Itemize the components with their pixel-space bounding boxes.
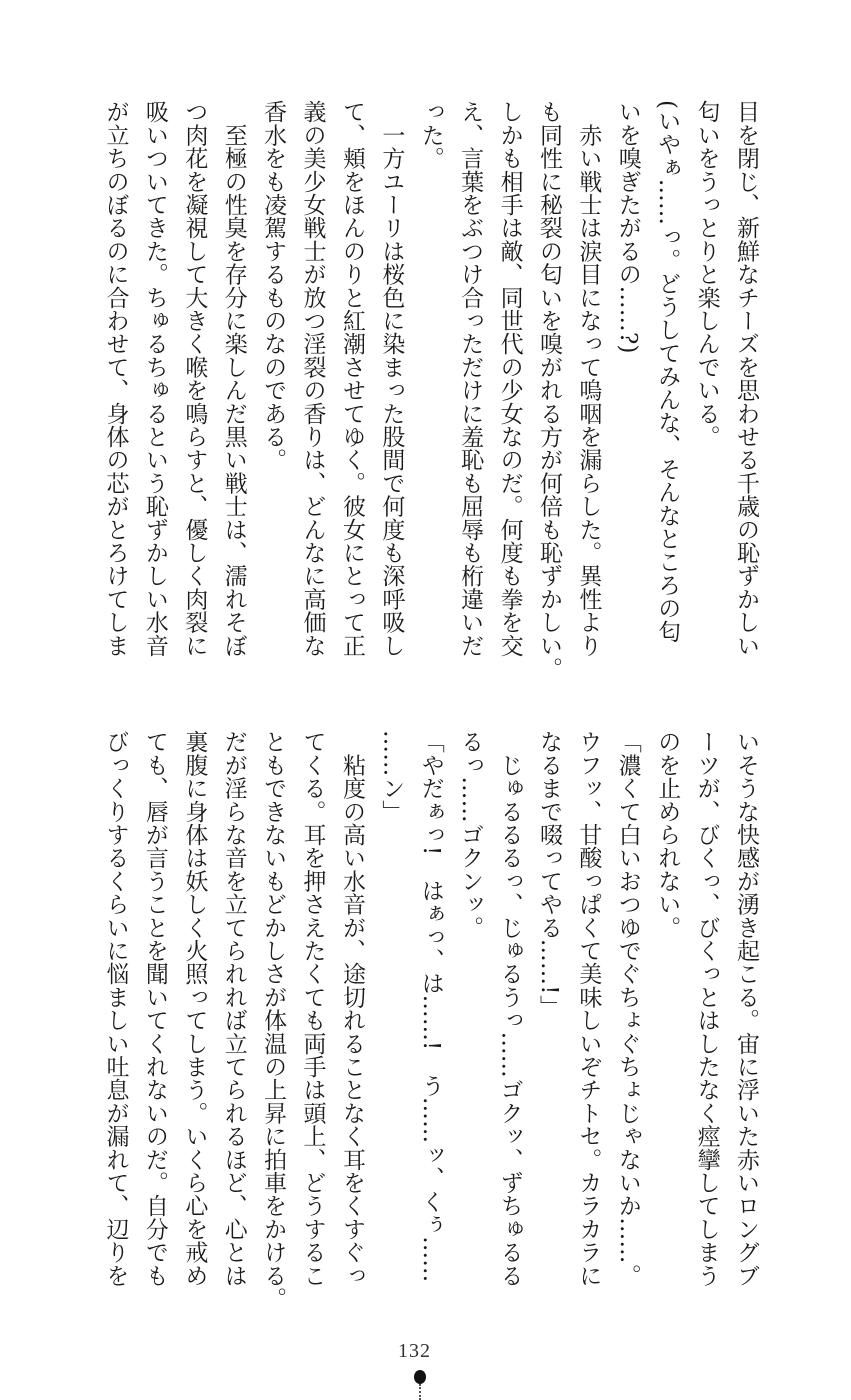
text-line: だが淫らな音を立てられれば立てられるほど、心とは [220, 730, 247, 1287]
text-line: 裏腹に身体は妖しく火照ってしまう。いくら心を戒め [181, 730, 208, 1287]
text-line: いそうな快感が湧き起こる。宙に浮いた赤いロングブ [733, 730, 759, 1287]
text-line: 一方ユーリは桜色に染まった股間で何度も深呼吸し [378, 100, 405, 657]
text-line: のを止められない。 [654, 730, 681, 939]
text-line: しかも相手は敵、同世代の少女なのだ。何度も拳を交 [496, 100, 523, 657]
text-line: ウフッ、甘酸っぱくて美味しいぞチトセ。カラカラに [575, 730, 602, 1287]
text-line: なるまで啜ってやる……!」 [535, 730, 562, 1018]
text-line: てくる。耳を押さえたくても両手は頭上、どうするこ [299, 730, 326, 1287]
text-line: ても、唇が言うことを聞いてくれないのだ。自分でも [141, 730, 168, 1287]
text-line: え、言葉をぶつけ合っただけに羞恥も屈辱も桁違いだ [457, 100, 484, 657]
page-number: 132 [398, 1340, 431, 1362]
text-line: った。 [417, 100, 444, 170]
text-line: ーツが、びくっ、びくっとはしたなく痙攣してしまう [693, 730, 720, 1287]
top-text-block [95, 100, 765, 690]
text-line: 匂いをうっとりと楽しんでいる。 [693, 100, 720, 448]
page-marker-line [419, 1384, 421, 1400]
text-line: るっ……ゴクンッ。 [457, 730, 484, 939]
text-line: 吸いついてきた。ちゅるちゅるという恥ずかしい水音 [141, 100, 168, 657]
text-line: 目を閉じ、新鮮なチーズを思わせる千歳の恥ずかしい [733, 100, 759, 657]
text-line: て、頬をほんのりと紅潮させてゆく。彼女にとって正 [338, 100, 365, 657]
text-line: が立ちのぼるのに合わせて、身体の芯がとろけてしま [102, 100, 129, 657]
text-line: も同性に秘裂の匂いを嗅がれる方が何倍も恥ずかしい。 [535, 100, 562, 680]
page-marker-dot [414, 1370, 426, 1384]
text-line: びっくりするくらいに悩ましい吐息が漏れて、辺りを [102, 730, 129, 1287]
text-line: 義の美少女戦士が放つ淫裂の香りは、どんなに高価な [299, 100, 326, 657]
text-line: 粘度の高い水音が、途切れることなく耳をくすぐっ [338, 730, 365, 1287]
text-line: 至極の性臭を存分に楽しんだ黒い戦士は、濡れそぼ [220, 100, 247, 657]
text-line: 「濃くて白いおつゆでぐちょぐちょじゃないか……。 [614, 730, 641, 1287]
text-line: (いやぁ……っ。どうしてみんな、そんなところの匂 [654, 100, 681, 643]
text-line: じゅるるるっ、じゅるうっ……ゴクッ、ずちゅるる [496, 730, 523, 1287]
text-line: ともできないもどかしさが体温の上昇に拍車をかける。 [260, 730, 287, 1310]
text-line: 「やだぁっ! はぁっ、は……! う……ッ、くぅ…… [417, 730, 444, 1283]
text-line: いを嗅ぎたがるの……?) [614, 100, 641, 354]
text-line: つ肉花を凝視して大きく喉を鳴らすと、優しく肉裂に [181, 100, 208, 657]
bottom-text-block [95, 730, 765, 1320]
text-line: ……ン」 [378, 730, 405, 823]
text-line: 赤い戦士は涙目になって嗚咽を漏らした。異性より [575, 100, 602, 657]
text-line: 香水をも凌駕するものなのである。 [260, 100, 287, 472]
